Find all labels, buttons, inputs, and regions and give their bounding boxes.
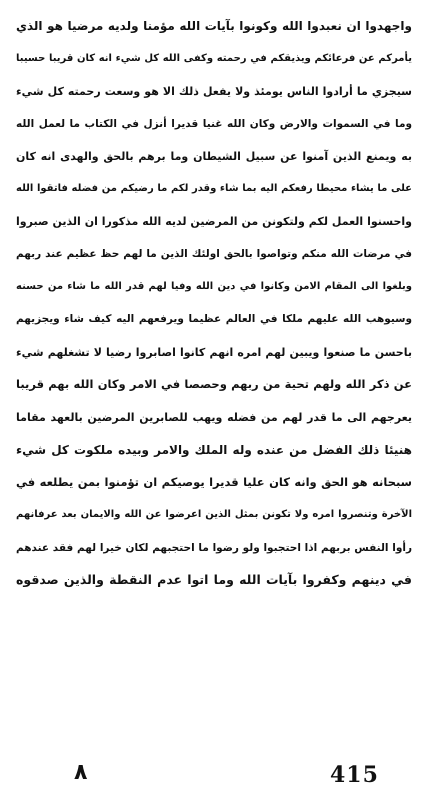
text-line-18: [16, 564, 412, 597]
text-line-2: [16, 43, 412, 76]
text-line-7: [16, 206, 412, 239]
line-text: به ويمنع الذين آمنوا عن سبيل الشيطان وما برهم بالحق والهدى انه كان: [16, 150, 412, 164]
line-text: واحسنوا العمل لكم ولتكونن من المرضين لديه الله مذكورا ان الذين صبروا: [16, 215, 412, 229]
text-line-1: [16, 10, 412, 43]
page-body-text: [16, 10, 412, 597]
line-text: باحسن ما صنعوا ويبين لهم امره انهم كانوا اصابروا رضيا لا تشغلهم شيء: [16, 345, 412, 359]
line-text: وبلغوا الى المقام الامن وكانوا في دين الله وفيا لهم قدر الله ما شاء من حسنه: [16, 281, 412, 293]
text-line-8: [16, 238, 412, 271]
text-line-9: [16, 271, 412, 304]
text-line-6: [16, 173, 412, 206]
text-line-10: [16, 303, 412, 336]
text-line-12: [16, 369, 412, 402]
signature-mark: ٨: [74, 760, 88, 785]
line-text: عن ذكر الله ولهم تحية من ربهم وحصصا في الامر وكان الله بهم قريبا: [16, 377, 412, 392]
line-text: سيجزي ما أرادوا الناس يومئذ ولا يفعل ذلك الا هو وسعت رحمته كل شيء: [16, 84, 412, 98]
text-line-13: [16, 401, 412, 434]
line-text: يأمركم عن فرعائكم ويذيقكم في رحمته وكفى الله كل شيء انه كان قريبا حسيبا: [16, 52, 412, 64]
line-text: واجهدوا ان نعبدوا الله وكونوا بآيات الله مؤمنا ولديه مرضيا هو الذي: [16, 19, 412, 34]
line-text: الآخرة وتنصروا امره ولا تكونن بمثل الذين اعرضوا عن الله والايمان بعد عرفانهم: [16, 509, 412, 521]
text-line-17: [16, 532, 412, 565]
line-text: وسيوهب الله عليهم ملكا في العالم عظيما ويرفعهم اليه كيف شاء ويجزيهم: [16, 313, 412, 326]
line-text: في دينهم وكفروا بآيات الله وما اتوا عدم النقطة والذين صدقوه: [16, 572, 412, 588]
text-line-5: [16, 140, 412, 173]
text-line-4: [16, 108, 412, 141]
page-footer: [0, 752, 428, 792]
page-number: 415: [330, 762, 379, 788]
text-line-15: [16, 466, 412, 499]
line-text: وما في السموات والارض وكان الله غنيا قديرا أنزل في الكتاب ما لعمل الله: [16, 117, 412, 130]
line-text: سبحانه هو الحق وانه كان عليا قديرا يوصيكم ان تؤمنوا بمن يطلعه في: [16, 474, 412, 489]
line-text: هنيئا ذلك الفضل من عنده وله الملك والامر وبيده ملكوت كل شيء: [16, 443, 412, 458]
text-line-11: [16, 336, 412, 369]
text-line-14: [16, 434, 412, 467]
line-text: رأوا النفس بربهم اذا احتجبوا ولو رضوا ما احتجبهم لكان خيرا لهم فقد عندهم: [16, 541, 412, 554]
line-text: يعرجهم الى ما قدر لهم من فضله ويهب للصابرين المرضين بالعهد مقاما: [16, 410, 412, 424]
text-line-16: [16, 499, 412, 532]
text-line-3: [16, 75, 412, 108]
line-text: في مرضات الله منكم وتواصوا بالحق اولئك الذين ما لهم حظ عظيم عند ربهم: [16, 248, 412, 261]
line-text: على ما يشاء محيطا رفعكم اليه بما شاء وقدر لكم ما رضيكم من فضله فاتقوا الله: [16, 183, 412, 195]
